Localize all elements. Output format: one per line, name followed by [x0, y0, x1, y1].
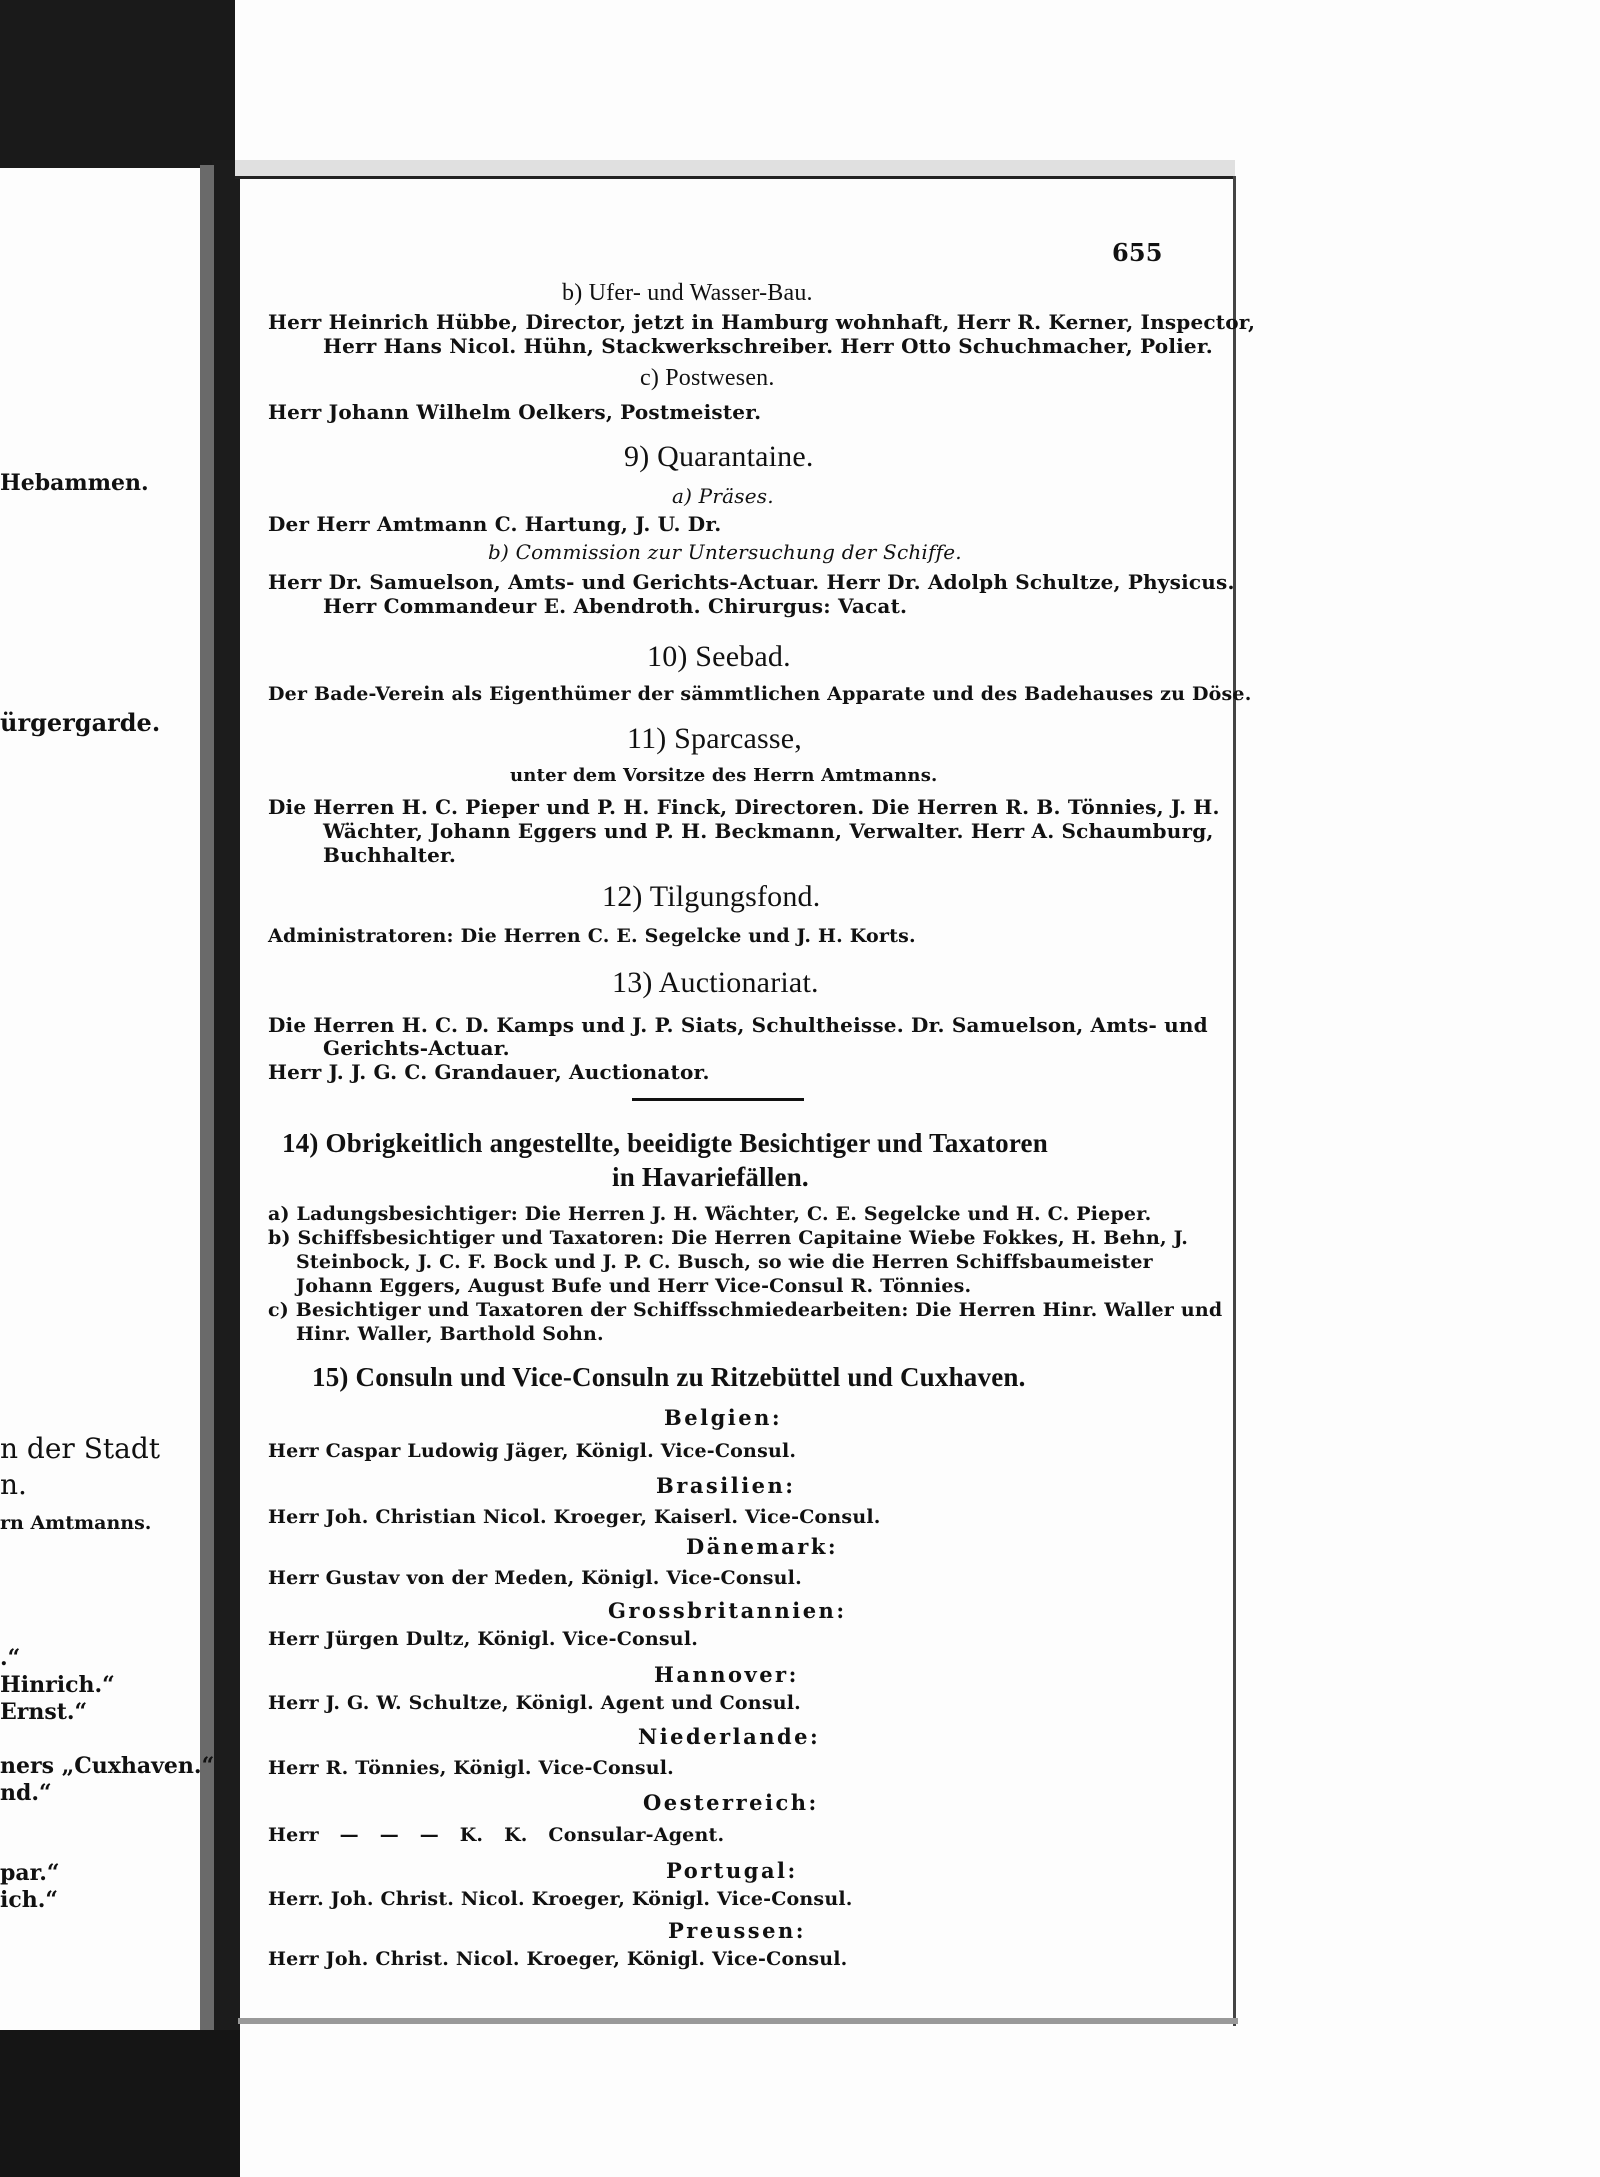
bottom-shadow: [0, 2030, 240, 2177]
section-15-title: 15) Consuln und Vice-Consuln zu Ritzebüttel und Cuxhaven.: [312, 1362, 1026, 1392]
left-page-shadow-top: [0, 0, 235, 168]
section-13-line: Gerichts-Actuar.: [323, 1036, 510, 1060]
section-separator-rule: [632, 1098, 804, 1101]
section-8b-line: Herr Hans Nicol. Hühn, Stackwerkschreiber. Herr Otto Schuchmacher, Polier.: [323, 334, 1213, 358]
country-heading: Niederlande:: [638, 1724, 821, 1749]
left-fragment: Ernst.“: [0, 1699, 88, 1725]
page-number: 655: [1112, 238, 1163, 267]
section-11-line: Buchhalter.: [323, 843, 457, 867]
section-13-line: Die Herren H. C. D. Kamps und J. P. Siats, Schultheisse. Dr. Samuelson, Amts- und: [268, 1013, 1208, 1037]
country-heading: Hannover:: [654, 1662, 799, 1687]
section-9a-title: a) Präses.: [672, 484, 774, 508]
section-9b-line: Herr Commandeur E. Abendroth. Chirurgus: Vacat.: [323, 594, 908, 618]
section-8b-line: Herr Heinrich Hübbe, Director, jetzt in Hamburg wohnhaft, Herr R. Kerner, Inspector,: [268, 310, 1256, 334]
section-11-line: Die Herren H. C. Pieper und P. H. Finck, Directoren. Die Herren R. B. Tönnies, J. H.: [268, 795, 1220, 819]
section-11-subtitle: unter dem Vorsitze des Herrn Amtmanns.: [510, 765, 938, 786]
left-fragment: Hebammen.: [0, 470, 149, 496]
left-fragment: ners „Cuxhaven.“: [0, 1753, 215, 1779]
left-fragment: ich.“: [0, 1887, 59, 1913]
section-12-title: 12) Tilgungsfond.: [602, 880, 821, 913]
section-13-title: 13) Auctionariat.: [612, 966, 819, 999]
section-9b-title: b) Commission zur Untersuchung der Schiffe.: [488, 540, 962, 564]
country-heading: Portugal:: [666, 1858, 798, 1883]
left-fragment: rn Amtmanns.: [0, 1512, 152, 1534]
country-heading: Preussen:: [668, 1918, 807, 1943]
consul-entry: Herr Joh. Christian Nicol. Kroeger, Kaiserl. Vice-Consul.: [268, 1506, 881, 1528]
left-fragment: .“: [0, 1645, 21, 1671]
country-heading: Oesterreich:: [643, 1790, 819, 1815]
consul-entry: Herr J. G. W. Schultze, Königl. Agent und Consul.: [268, 1692, 801, 1714]
section-14-line: Steinbock, J. C. F. Bock und J. P. C. Busch, so wie die Herren Schiffsbaumeister: [296, 1251, 1153, 1273]
section-14-line: b) Schiffsbesichtiger und Taxatoren: Die Herren Capitaine Wiebe Fokkes, H. Behn, J.: [268, 1227, 1189, 1249]
country-heading: Belgien:: [664, 1405, 783, 1430]
consul-entry: Herr Gustav von der Meden, Königl. Vice-Consul.: [268, 1567, 802, 1589]
section-14-line: Hinr. Waller, Barthold Sohn.: [296, 1323, 604, 1345]
section-10-title: 10) Seebad.: [647, 640, 791, 673]
country-heading: Grossbritannien:: [608, 1598, 847, 1623]
section-14-title: in Havariefällen.: [612, 1162, 809, 1192]
consul-entry: Herr R. Tönnies, Königl. Vice-Consul.: [268, 1757, 674, 1779]
section-8b-title: b) Ufer- und Wasser-Bau.: [562, 280, 813, 306]
left-fragment: n der Stadt: [0, 1432, 161, 1465]
consul-entry: Herr Jürgen Dultz, Königl. Vice-Consul.: [268, 1628, 699, 1650]
right-page-right-edge: [1233, 176, 1236, 2026]
consul-entry: Herr. Joh. Christ. Nicol. Kroeger, Königl. Vice-Consul.: [268, 1888, 853, 1910]
section-12-line: Administratoren: Die Herren C. E. Segelcke und J. H. Korts.: [268, 925, 916, 947]
section-9-title: 9) Quarantaine.: [624, 440, 814, 473]
consul-entry: Herr Caspar Ludowig Jäger, Königl. Vice-Consul.: [268, 1440, 797, 1462]
section-9b-line: Herr Dr. Samuelson, Amts- und Gerichts-Actuar. Herr Dr. Adolph Schultze, Physicus.: [268, 570, 1235, 594]
section-13-line: Herr J. J. G. C. Grandauer, Auctionator.: [268, 1060, 710, 1084]
country-heading: Brasilien:: [656, 1473, 796, 1498]
left-fragment: par.“: [0, 1860, 60, 1886]
section-11-line: Wächter, Johann Eggers und P. H. Beckmann, Verwalter. Herr A. Schaumburg,: [323, 819, 1214, 843]
section-9a-line: Der Herr Amtmann C. Hartung, J. U. Dr.: [268, 512, 722, 536]
section-14-line: Johann Eggers, August Bufe und Herr Vice-Consul R. Tönnies.: [296, 1275, 972, 1297]
section-8c-title: c) Postwesen.: [640, 365, 775, 391]
section-8c-line: Herr Johann Wilhelm Oelkers, Postmeister.: [268, 400, 762, 424]
left-fragment: Hinrich.“: [0, 1672, 115, 1698]
right-page-top-edge: [235, 160, 1235, 178]
section-10-line: Der Bade-Verein als Eigenthümer der sämmtlichen Apparate und des Badehauses zu Döse.: [268, 683, 1252, 705]
left-fragment: nd.“: [0, 1780, 52, 1806]
country-heading: Dänemark:: [686, 1534, 839, 1559]
section-14-line: a) Ladungsbesichtiger: Die Herren J. H. Wächter, C. E. Segelcke und H. C. Pieper.: [268, 1203, 1152, 1225]
binding-gutter: [212, 160, 240, 2050]
section-14-line: c) Besichtiger und Taxatoren der Schiffsschmiedearbeiten: Die Herren Hinr. Waller und: [268, 1299, 1223, 1321]
left-fragment: ürgergarde.: [0, 708, 161, 737]
left-fragment: n.: [0, 1468, 27, 1501]
section-11-title: 11) Sparcasse,: [627, 722, 802, 755]
section-14-title: 14) Obrigkeitlich angestellte, beeidigte Besichtiger und Taxatoren: [282, 1128, 1048, 1158]
consul-entry: Herr — — — K. K. Consular-Agent.: [268, 1824, 725, 1846]
consul-entry: Herr Joh. Christ. Nicol. Kroeger, Königl. Vice-Consul.: [268, 1948, 848, 1970]
